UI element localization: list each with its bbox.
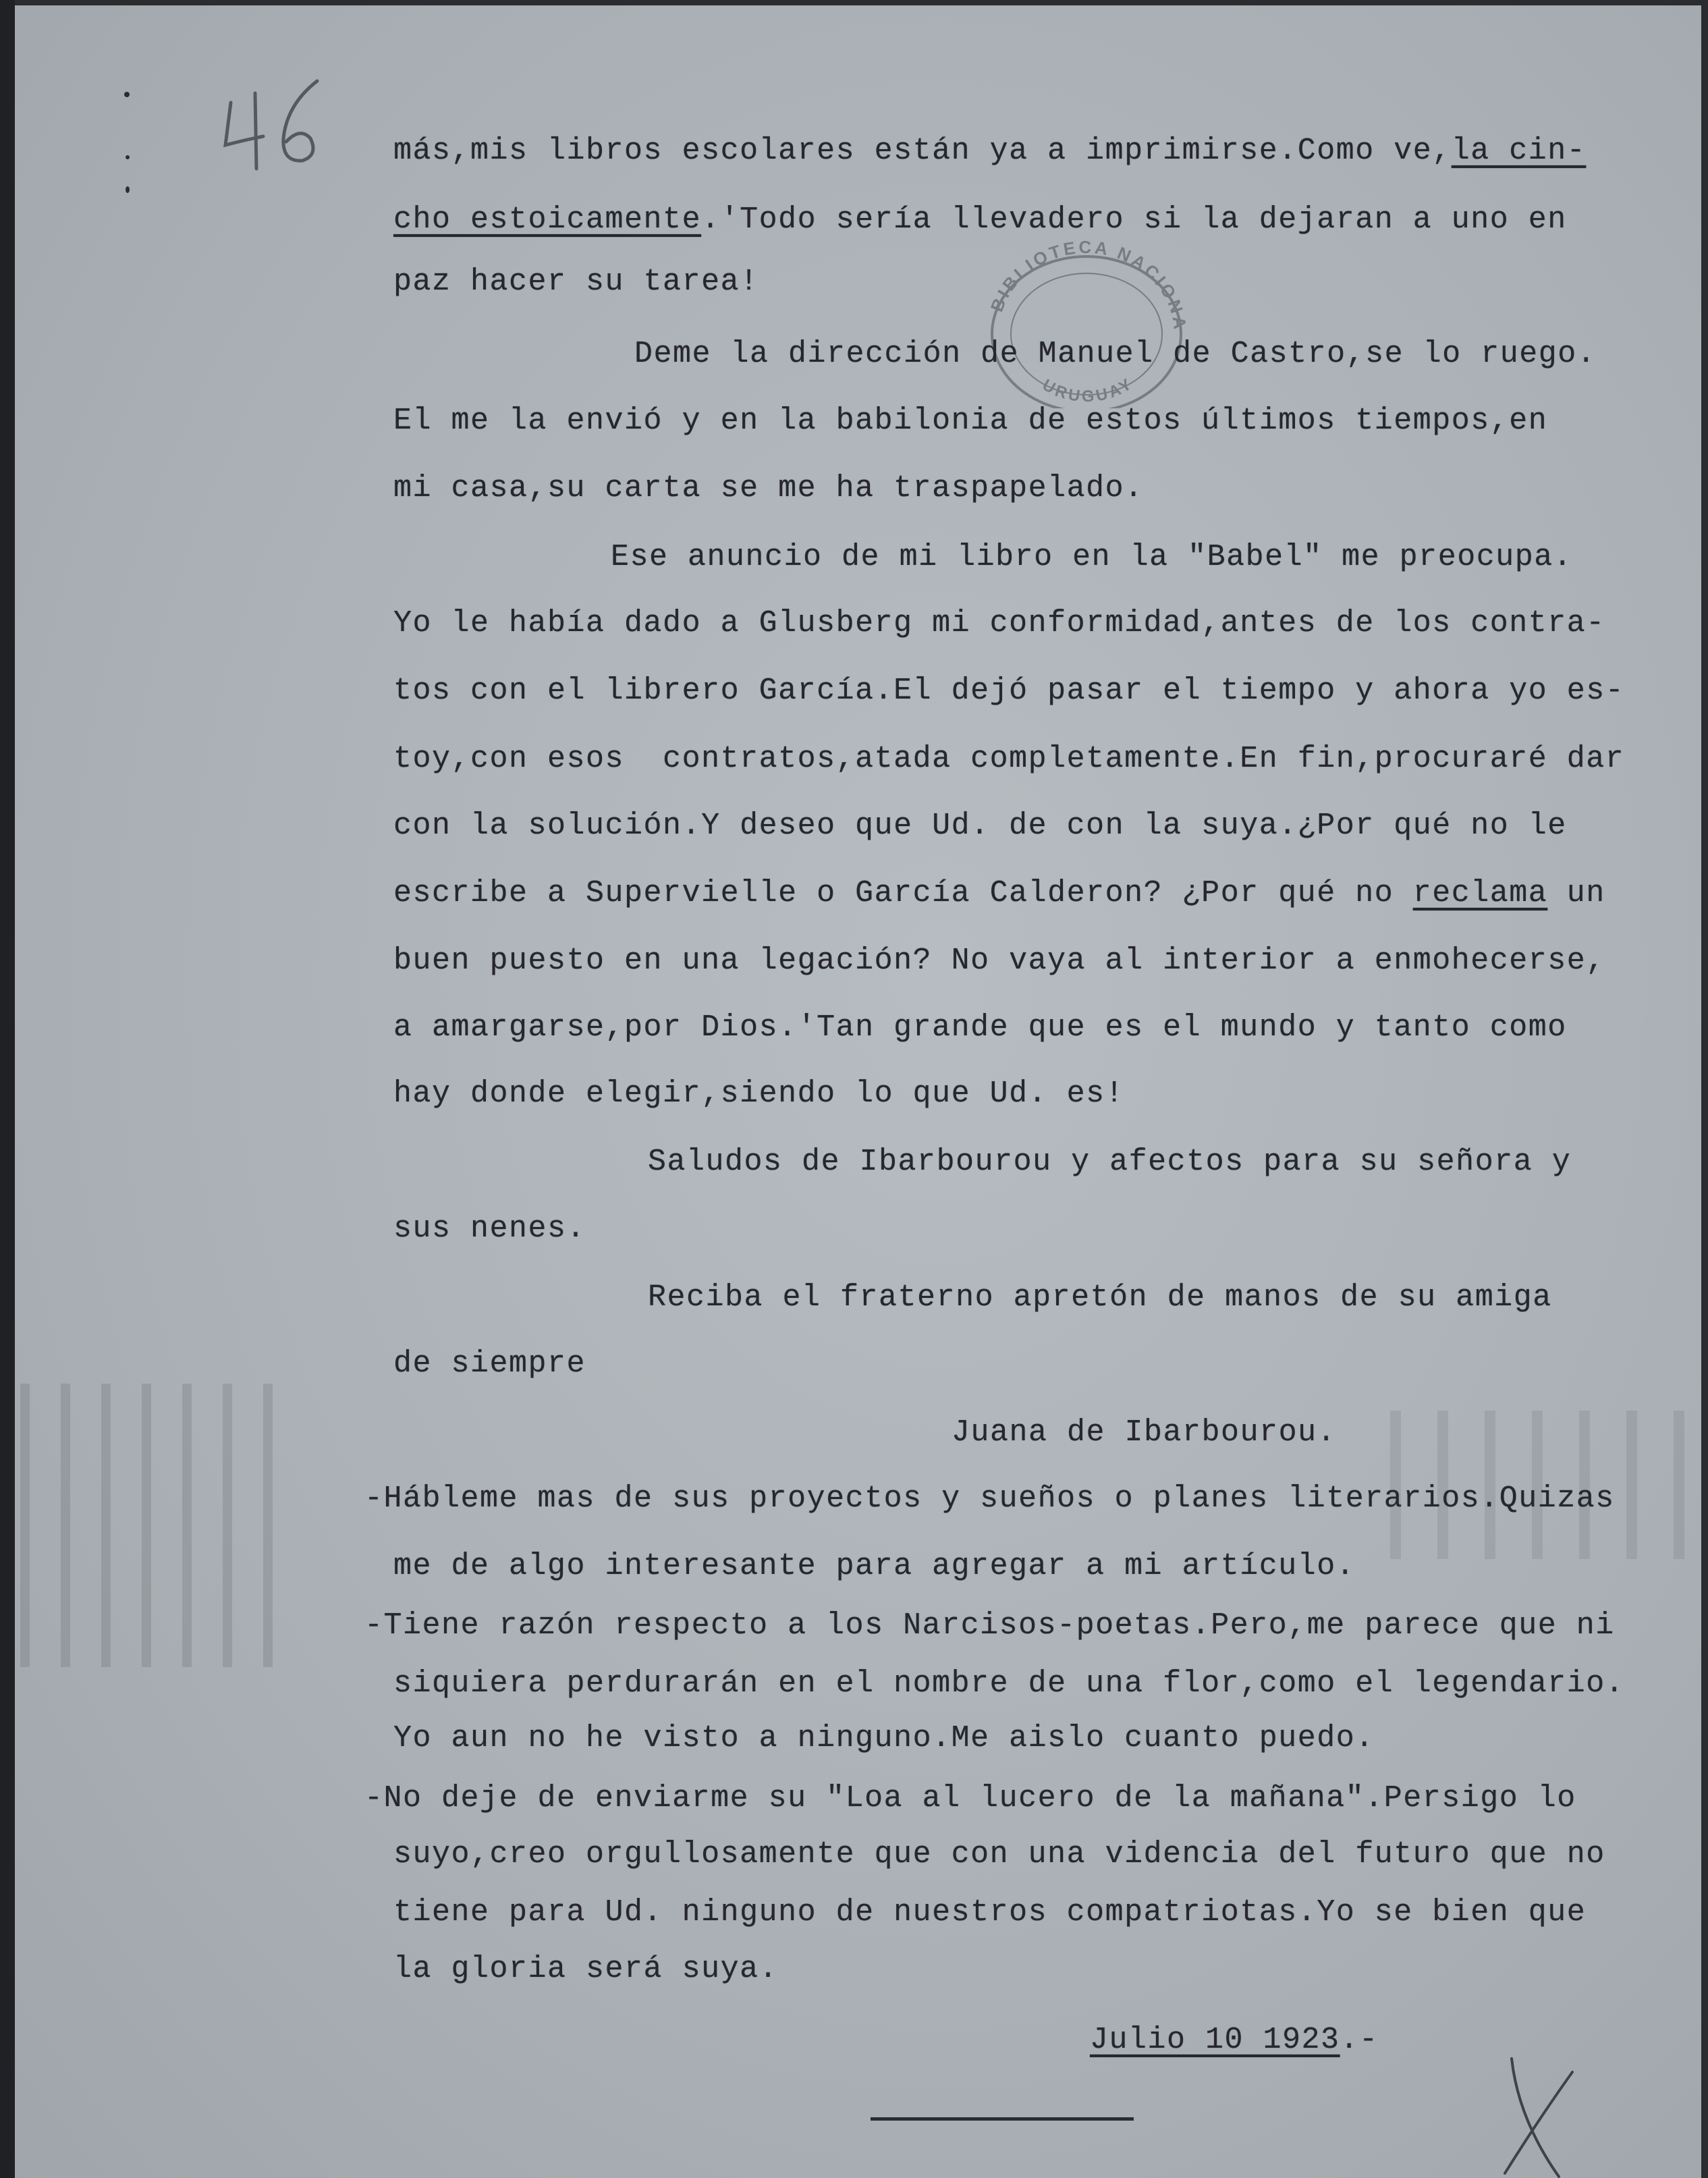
- text-line: [393, 201, 1567, 239]
- margin-dot: [126, 155, 130, 159]
- text-line: [611, 539, 1572, 576]
- svg-text:BIBLIOTECA NACIONAL: [972, 233, 1190, 333]
- closing-rule: [871, 2117, 1134, 2121]
- text-line: [648, 1143, 1571, 1181]
- text-segment: mi casa,su carta se me ha traspapelado.: [393, 471, 1144, 506]
- text-line: [393, 1548, 1355, 1585]
- text-segment: Saludos de Ibarbourou y afectos para su señora y: [648, 1145, 1572, 1179]
- text-segment: siquiera perdurarán en el nombre de una flor,como el legendario.: [393, 1666, 1625, 1701]
- text-segment: toy,con esos contratos,atada completamente.En fin,procuraré dar: [393, 742, 1625, 776]
- text-line: [364, 1480, 1615, 1518]
- text-line: [393, 470, 1144, 508]
- text-line: [393, 1345, 586, 1383]
- text-line: [393, 263, 759, 301]
- text-segment: -Tiene razón respecto a los Narcisos-poetas.Pero,me parece que ni: [364, 1608, 1615, 1643]
- text-segment: tiene para Ud. ninguno de nuestros compatriotas.Yo se bien que: [393, 1895, 1587, 1930]
- text-line: [393, 605, 1605, 643]
- text-segment: Deme la dirección de Manuel de Castro,se lo ruego.: [634, 337, 1597, 371]
- text-line: [393, 875, 1605, 913]
- text-segment: hay donde elegir,siendo lo que Ud. es!: [393, 1077, 1125, 1111]
- text-segment: tos con el librero García.El dejó pasar el tiempo y ahora yo es-: [393, 674, 1625, 708]
- scan-edge-top: [0, 0, 1708, 5]
- handwritten-x-mark: [1485, 2045, 1586, 2178]
- bleed-through-left: [20, 1384, 290, 1667]
- text-line: [393, 1836, 1605, 1874]
- text-line: [393, 1951, 778, 1988]
- text-line: [393, 1894, 1586, 1932]
- text-segment: más,mis libros escolares están ya a imprimirse.Como ve,: [393, 134, 1452, 168]
- text-segment: -Hábleme mas de sus proyectos y sueños o planes literarios.Quizas: [364, 1481, 1615, 1516]
- text-segment: -No deje de enviarme su "Loa al lucero de la mañana".Persigo lo: [364, 1781, 1576, 1816]
- library-stamp: [972, 233, 1201, 408]
- text-line: [364, 1607, 1615, 1645]
- text-segment: a amargarse,por Dios.'Tan grande que es el mundo y tanto como: [393, 1010, 1567, 1045]
- underlined-text: reclama: [1412, 876, 1548, 910]
- text-segment: sus nenes.: [393, 1211, 586, 1246]
- text-line: [393, 740, 1624, 778]
- text-segment: me de algo interesante para agregar a mi artículo.: [393, 1549, 1356, 1583]
- text-line: [393, 672, 1624, 710]
- text-line: [364, 1780, 1576, 1818]
- stamp-text-bottom: URUGUAY: [1039, 373, 1137, 406]
- underlined-text: cho estoicamente: [393, 202, 702, 237]
- stamp-text-top: BIBLIOTECA NACIONA: [986, 236, 1191, 333]
- margin-dot: [126, 186, 130, 193]
- text-line: [393, 132, 1586, 170]
- text-segment: con la solución.Y deseo que Ud. de con la suya.¿Por qué no le: [393, 809, 1567, 843]
- text-segment: paz hacer su tarea!: [393, 265, 759, 299]
- text-line: [393, 1720, 1375, 1758]
- text-segment: buen puesto en una legación? No vaya al interior a enmohecerse,: [393, 944, 1605, 978]
- text-line: [648, 1279, 1552, 1317]
- svg-text:URUGUAY: [1039, 374, 1137, 406]
- text-segment: escribe a Supervielle o García Calderon? ¿Por qué no: [393, 876, 1413, 910]
- text-line: [393, 942, 1605, 980]
- date-line: [1090, 2021, 1379, 2059]
- text-line: [393, 1009, 1567, 1047]
- text-segment: Ese anuncio de mi libro en la "Babel" me preocupa.: [611, 540, 1573, 574]
- text-segment: suyo,creo orgullosamente que con una videncia del futuro que no: [393, 1837, 1605, 1872]
- text-line: [393, 1075, 1124, 1113]
- text-segment: Juana de Ibarbourou.: [952, 1415, 1337, 1450]
- scan-edge-right: [1701, 0, 1708, 2178]
- text-segment: Yo aun no he visto a ninguno.Me aislo cuanto puedo.: [393, 1721, 1375, 1755]
- text-line: [393, 1665, 1624, 1703]
- text-segment: El me la envió y en la babilonia de estos últimos tiempos,en: [393, 404, 1548, 438]
- text-line: [393, 402, 1547, 440]
- text-line: [634, 335, 1596, 373]
- text-segment: un: [1547, 876, 1605, 910]
- margin-dot: [124, 92, 130, 97]
- text-line: [393, 807, 1567, 845]
- underlined-text: Julio 10 1923: [1090, 2023, 1340, 2057]
- text-segment: Yo le había dado a Glusberg mi conformidad,antes de los contra-: [393, 606, 1605, 641]
- text-segment: .-: [1340, 2023, 1379, 2057]
- text-line: [393, 1210, 586, 1248]
- text-segment: .'Todo sería llevadero si la dejaran a uno en: [701, 202, 1567, 237]
- text-segment: Reciba el fraterno apretón de manos de su amiga: [648, 1280, 1552, 1315]
- text-segment: de siempre: [393, 1346, 586, 1381]
- signature-line: [952, 1414, 1336, 1452]
- underlined-text: la cin-: [1451, 134, 1587, 168]
- handwritten-page-number: [216, 74, 331, 175]
- text-segment: la gloria será suya.: [393, 1952, 779, 1986]
- scan-edge-left: [0, 0, 15, 2178]
